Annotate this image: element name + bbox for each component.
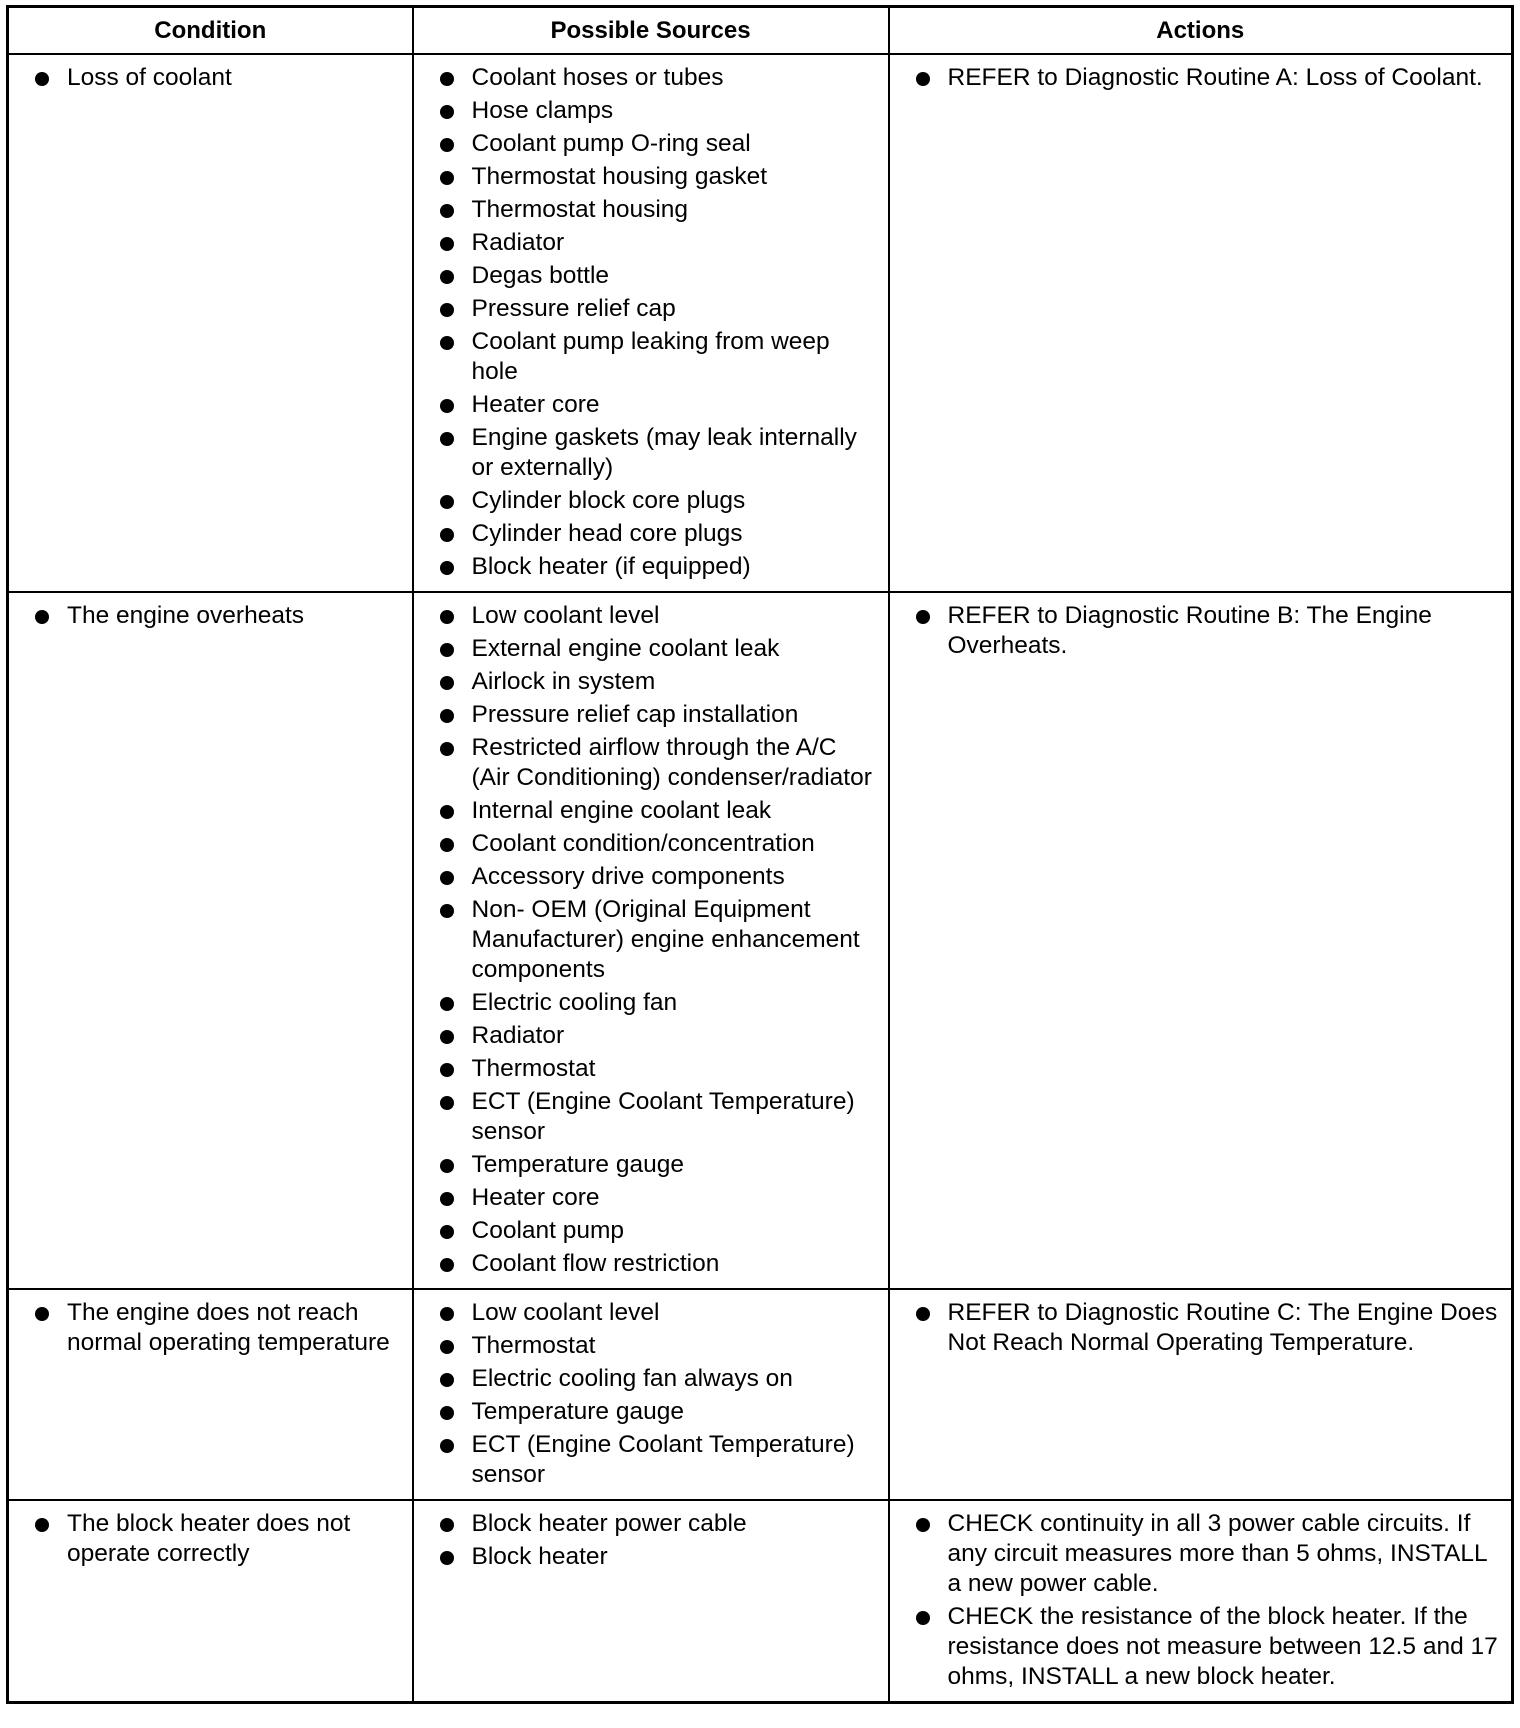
source-item: Thermostat <box>414 1331 880 1361</box>
source-item: Temperature gauge <box>414 1397 880 1427</box>
source-item: Low coolant level <box>414 1298 880 1328</box>
source-item: Block heater power cable <box>414 1509 880 1539</box>
source-item: Coolant hoses or tubes <box>414 63 880 93</box>
action-item: REFER to Diagnostic Routine C: The Engine Does Not Reach Normal Operating Temperature. <box>890 1298 1504 1358</box>
source-item: ECT (Engine Coolant Temperature) sensor <box>414 1430 880 1490</box>
source-item: Coolant pump leaking from weep hole <box>414 327 880 387</box>
condition-item: The engine overheats <box>9 601 404 631</box>
source-item: Non- OEM (Original Equipment Manufacturer) engine enhancement components <box>414 895 880 985</box>
condition-cell <box>8 54 413 592</box>
sources-cell <box>413 1289 889 1500</box>
sources-list <box>414 63 880 582</box>
source-item: Internal engine coolant leak <box>414 796 880 826</box>
source-item: External engine coolant leak <box>414 634 880 664</box>
sources-cell <box>413 1500 889 1703</box>
table-row <box>8 1500 1513 1703</box>
source-item: Hose clamps <box>414 96 880 126</box>
actions-cell <box>889 54 1513 592</box>
source-item: Degas bottle <box>414 261 880 291</box>
actions-list <box>890 1509 1504 1692</box>
condition-list <box>9 1509 404 1569</box>
actions-cell <box>889 592 1513 1289</box>
sources-cell <box>413 592 889 1289</box>
header-possible-sources: Possible Sources <box>413 7 889 55</box>
condition-cell <box>8 1289 413 1500</box>
actions-list <box>890 63 1504 93</box>
source-item: Electric cooling fan always on <box>414 1364 880 1394</box>
source-item: Block heater <box>414 1542 880 1572</box>
source-item: Thermostat <box>414 1054 880 1084</box>
action-item: CHECK continuity in all 3 power cable circuits. If any circuit measures more than 5 ohms, INSTALL a new power cable. <box>890 1509 1504 1599</box>
table-row <box>8 54 1513 592</box>
source-item: Block heater (if equipped) <box>414 552 880 582</box>
source-item: Radiator <box>414 1021 880 1051</box>
source-item: Airlock in system <box>414 667 880 697</box>
source-item: Cylinder head core plugs <box>414 519 880 549</box>
condition-list <box>9 601 404 631</box>
header-actions: Actions <box>889 7 1513 55</box>
source-item: Restricted airflow through the A/C (Air Conditioning) condenser/radiator <box>414 733 880 793</box>
table-row <box>8 592 1513 1289</box>
source-item: Heater core <box>414 390 880 420</box>
sources-list <box>414 1509 880 1572</box>
sources-list <box>414 601 880 1279</box>
source-item: Coolant flow restriction <box>414 1249 880 1279</box>
actions-list <box>890 1298 1504 1358</box>
diagnostic-table <box>6 5 1514 1704</box>
source-item: Cylinder block core plugs <box>414 486 880 516</box>
condition-item: The block heater does not operate correctly <box>9 1509 404 1569</box>
actions-cell <box>889 1500 1513 1703</box>
source-item: ECT (Engine Coolant Temperature) sensor <box>414 1087 880 1147</box>
source-item: Pressure relief cap <box>414 294 880 324</box>
header-condition: Condition <box>8 7 413 55</box>
action-item: REFER to Diagnostic Routine B: The Engine Overheats. <box>890 601 1504 661</box>
table-header <box>8 7 1513 55</box>
header-row <box>8 7 1513 55</box>
source-item: Pressure relief cap installation <box>414 700 880 730</box>
sources-list <box>414 1298 880 1490</box>
source-item: Coolant pump <box>414 1216 880 1246</box>
source-item: Heater core <box>414 1183 880 1213</box>
condition-list <box>9 1298 404 1358</box>
source-item: Thermostat housing <box>414 195 880 225</box>
source-item: Engine gaskets (may leak internally or externally) <box>414 423 880 483</box>
action-item: CHECK the resistance of the block heater. If the resistance does not measure between 12.5 and 17 ohms, INSTALL a new block heater. <box>890 1602 1504 1692</box>
source-item: Electric cooling fan <box>414 988 880 1018</box>
source-item: Radiator <box>414 228 880 258</box>
condition-item: The engine does not reach normal operating temperature <box>9 1298 404 1358</box>
source-item: Coolant condition/concentration <box>414 829 880 859</box>
table-row <box>8 1289 1513 1500</box>
sources-cell <box>413 54 889 592</box>
condition-item: Loss of coolant <box>9 63 404 93</box>
source-item: Low coolant level <box>414 601 880 631</box>
condition-cell <box>8 592 413 1289</box>
source-item: Accessory drive components <box>414 862 880 892</box>
table-body <box>8 54 1513 1703</box>
actions-list <box>890 601 1504 661</box>
source-item: Temperature gauge <box>414 1150 880 1180</box>
source-item: Thermostat housing gasket <box>414 162 880 192</box>
action-item: REFER to Diagnostic Routine A: Loss of Coolant. <box>890 63 1504 93</box>
source-item: Coolant pump O-ring seal <box>414 129 880 159</box>
actions-cell <box>889 1289 1513 1500</box>
condition-cell <box>8 1500 413 1703</box>
condition-list <box>9 63 404 93</box>
